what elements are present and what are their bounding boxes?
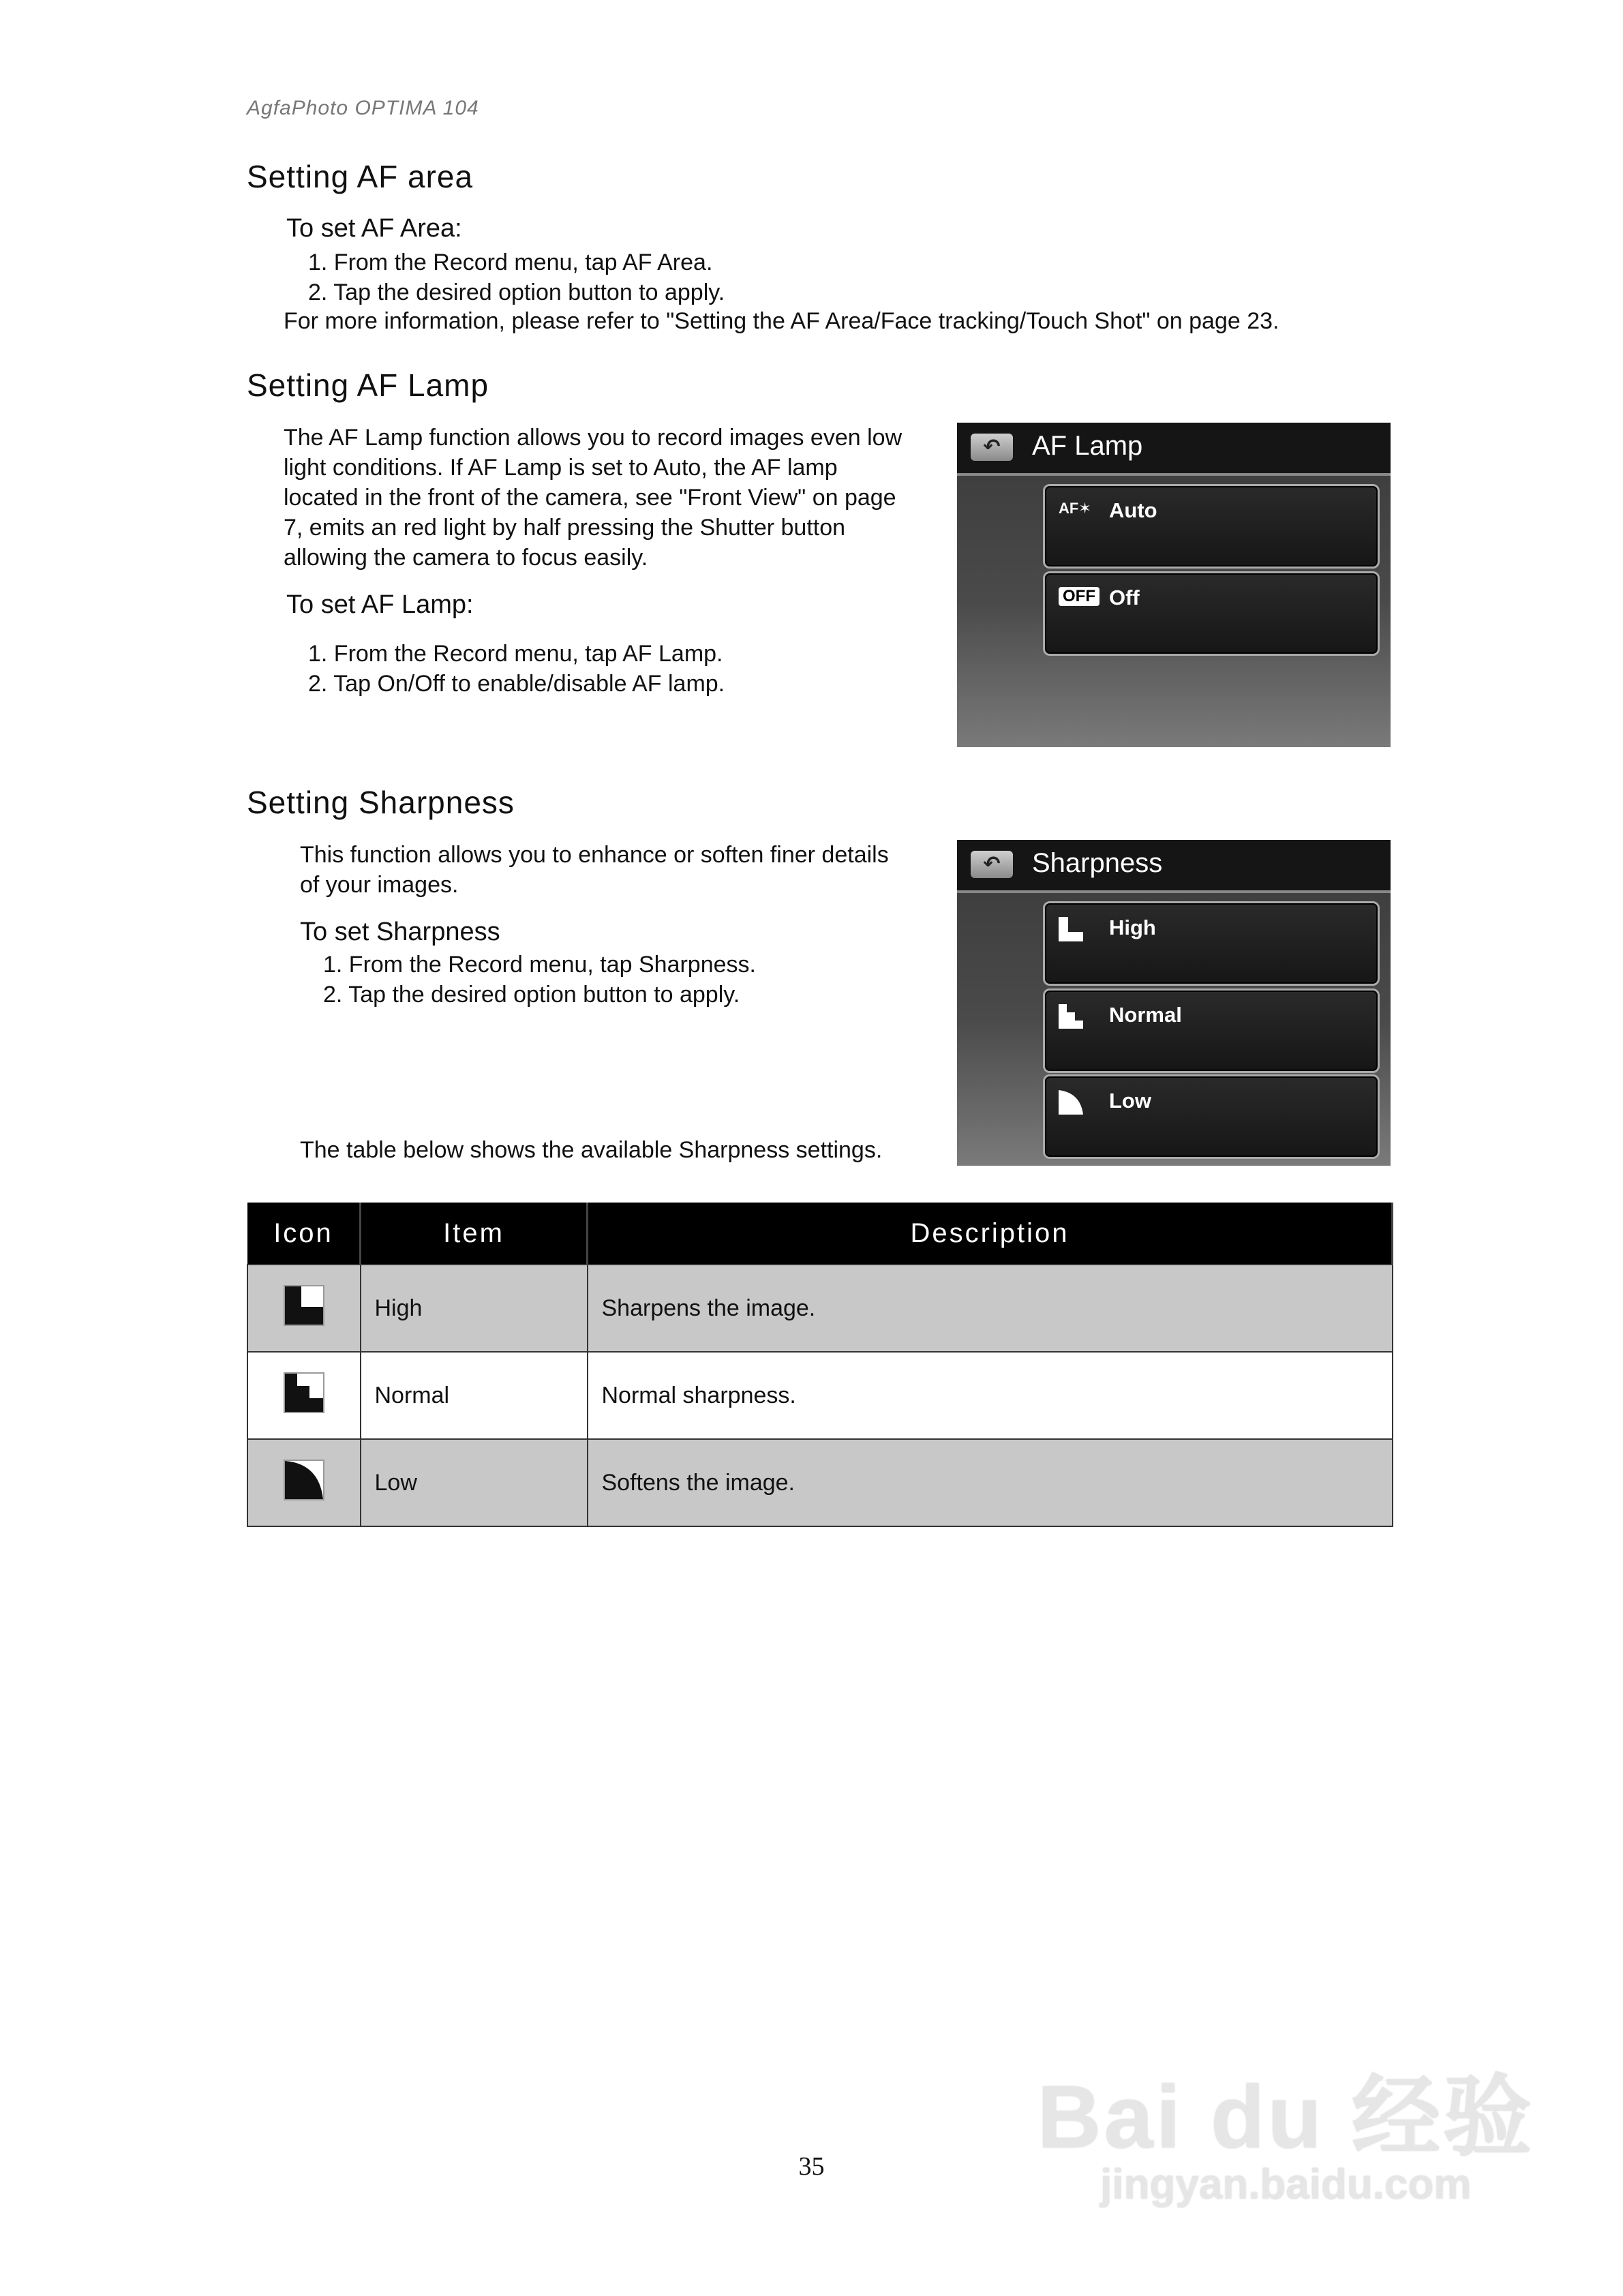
option-label: Normal — [1109, 1003, 1182, 1027]
option-auto-button[interactable] — [1043, 484, 1380, 569]
icon-cell — [247, 1352, 361, 1439]
sharpness-step-2: 2. Tap the desired option button to apply. — [323, 982, 740, 1008]
icon-cell — [247, 1439, 361, 1526]
af-area-note: For more information, please refer to "Setting the AF Area/Face tracking/Touch Shot" on page 23. — [284, 308, 1279, 334]
icon-cell — [247, 1265, 361, 1352]
option-label: Off — [1109, 586, 1140, 609]
low-sharpness-icon — [1059, 1090, 1083, 1115]
document-header: AgfaPhoto OPTIMA 104 — [247, 97, 479, 119]
screen-title-bar — [957, 423, 1391, 476]
back-icon[interactable]: ↶ — [971, 851, 1013, 878]
sharpness-step-1: 1. From the Record menu, tap Sharpness. — [323, 952, 756, 978]
description-cell: Sharpens the image. — [588, 1265, 1393, 1352]
header-description: Description — [588, 1203, 1393, 1265]
option-label: High — [1109, 916, 1156, 939]
af-lamp-step-1: 1. From the Record menu, tap AF Lamp. — [308, 641, 723, 667]
option-normal-button[interactable] — [1043, 988, 1380, 1073]
option-label: Auto — [1109, 498, 1157, 522]
option-off-button[interactable] — [1043, 571, 1380, 656]
screen-title: AF Lamp — [1032, 431, 1143, 461]
table-row — [247, 1439, 1393, 1526]
low-sharpness-icon — [284, 1460, 324, 1500]
option-high-button[interactable] — [1043, 901, 1380, 986]
item-cell: Normal — [361, 1352, 588, 1439]
af-lamp-body-3: located in the front of the camera, see "Front View" on page — [284, 485, 896, 511]
sharpness-body-1: This function allows you to enhance or soften finer details — [300, 842, 889, 868]
af-lamp-body-5: allowing the camera to focus easily. — [284, 545, 648, 571]
table-intro: The table below shows the available Sharpness settings. — [300, 1137, 883, 1163]
item-cell: High — [361, 1265, 588, 1352]
af-lamp-title: Setting AF Lamp — [247, 367, 489, 403]
item-cell: Low — [361, 1439, 588, 1526]
sharpness-subtitle: To set Sharpness — [300, 918, 500, 946]
description-cell: Softens the image. — [588, 1439, 1393, 1526]
off-icon: OFF — [1059, 587, 1099, 606]
baidu-watermark — [1037, 2067, 1534, 2209]
option-label: Low — [1109, 1089, 1151, 1113]
sharpness-table — [247, 1203, 1393, 1527]
af-lamp-body-4: 7, emits an red light by half pressing the Shutter button — [284, 515, 846, 541]
af-lamp-step-2: 2. Tap On/Off to enable/disable AF lamp. — [308, 671, 725, 697]
af-lamp-auto-icon: AF✶ — [1059, 500, 1091, 517]
af-lamp-body-2: light conditions. If AF Lamp is set to Auto, the AF lamp — [284, 455, 838, 481]
watermark-brand: Bai du 经验 — [1037, 2067, 1534, 2166]
af-area-subtitle: To set AF Area: — [286, 214, 462, 243]
af-area-step-1: 1. From the Record menu, tap AF Area. — [308, 250, 713, 275]
normal-sharpness-icon — [1059, 1004, 1083, 1029]
table-header-row — [247, 1203, 1393, 1265]
back-icon[interactable]: ↶ — [971, 434, 1013, 461]
sharpness-body-2: of your images. — [300, 872, 459, 898]
header-icon: Icon — [247, 1203, 361, 1265]
description-cell: Normal sharpness. — [588, 1352, 1393, 1439]
screen-title: Sharpness — [1032, 848, 1163, 878]
watermark-url: jingyan.baidu.com — [1100, 2161, 1472, 2208]
af-lamp-subtitle: To set AF Lamp: — [286, 590, 474, 619]
af-area-title: Setting AF area — [247, 159, 474, 194]
high-sharpness-icon — [1059, 917, 1083, 941]
normal-sharpness-icon — [284, 1372, 324, 1413]
option-low-button[interactable] — [1043, 1074, 1380, 1159]
table-row — [247, 1352, 1393, 1439]
screen-title-bar — [957, 840, 1391, 893]
af-lamp-body-1: The AF Lamp function allows you to record images even low — [284, 425, 902, 451]
page-number: 35 — [798, 2152, 825, 2181]
header-item: Item — [361, 1203, 588, 1265]
high-sharpness-icon — [284, 1285, 324, 1326]
af-lamp-screen — [957, 423, 1391, 747]
sharpness-title: Setting Sharpness — [247, 785, 515, 820]
table-row — [247, 1265, 1393, 1352]
af-area-step-2: 2. Tap the desired option button to apply. — [308, 280, 725, 305]
sharpness-screen — [957, 840, 1391, 1166]
